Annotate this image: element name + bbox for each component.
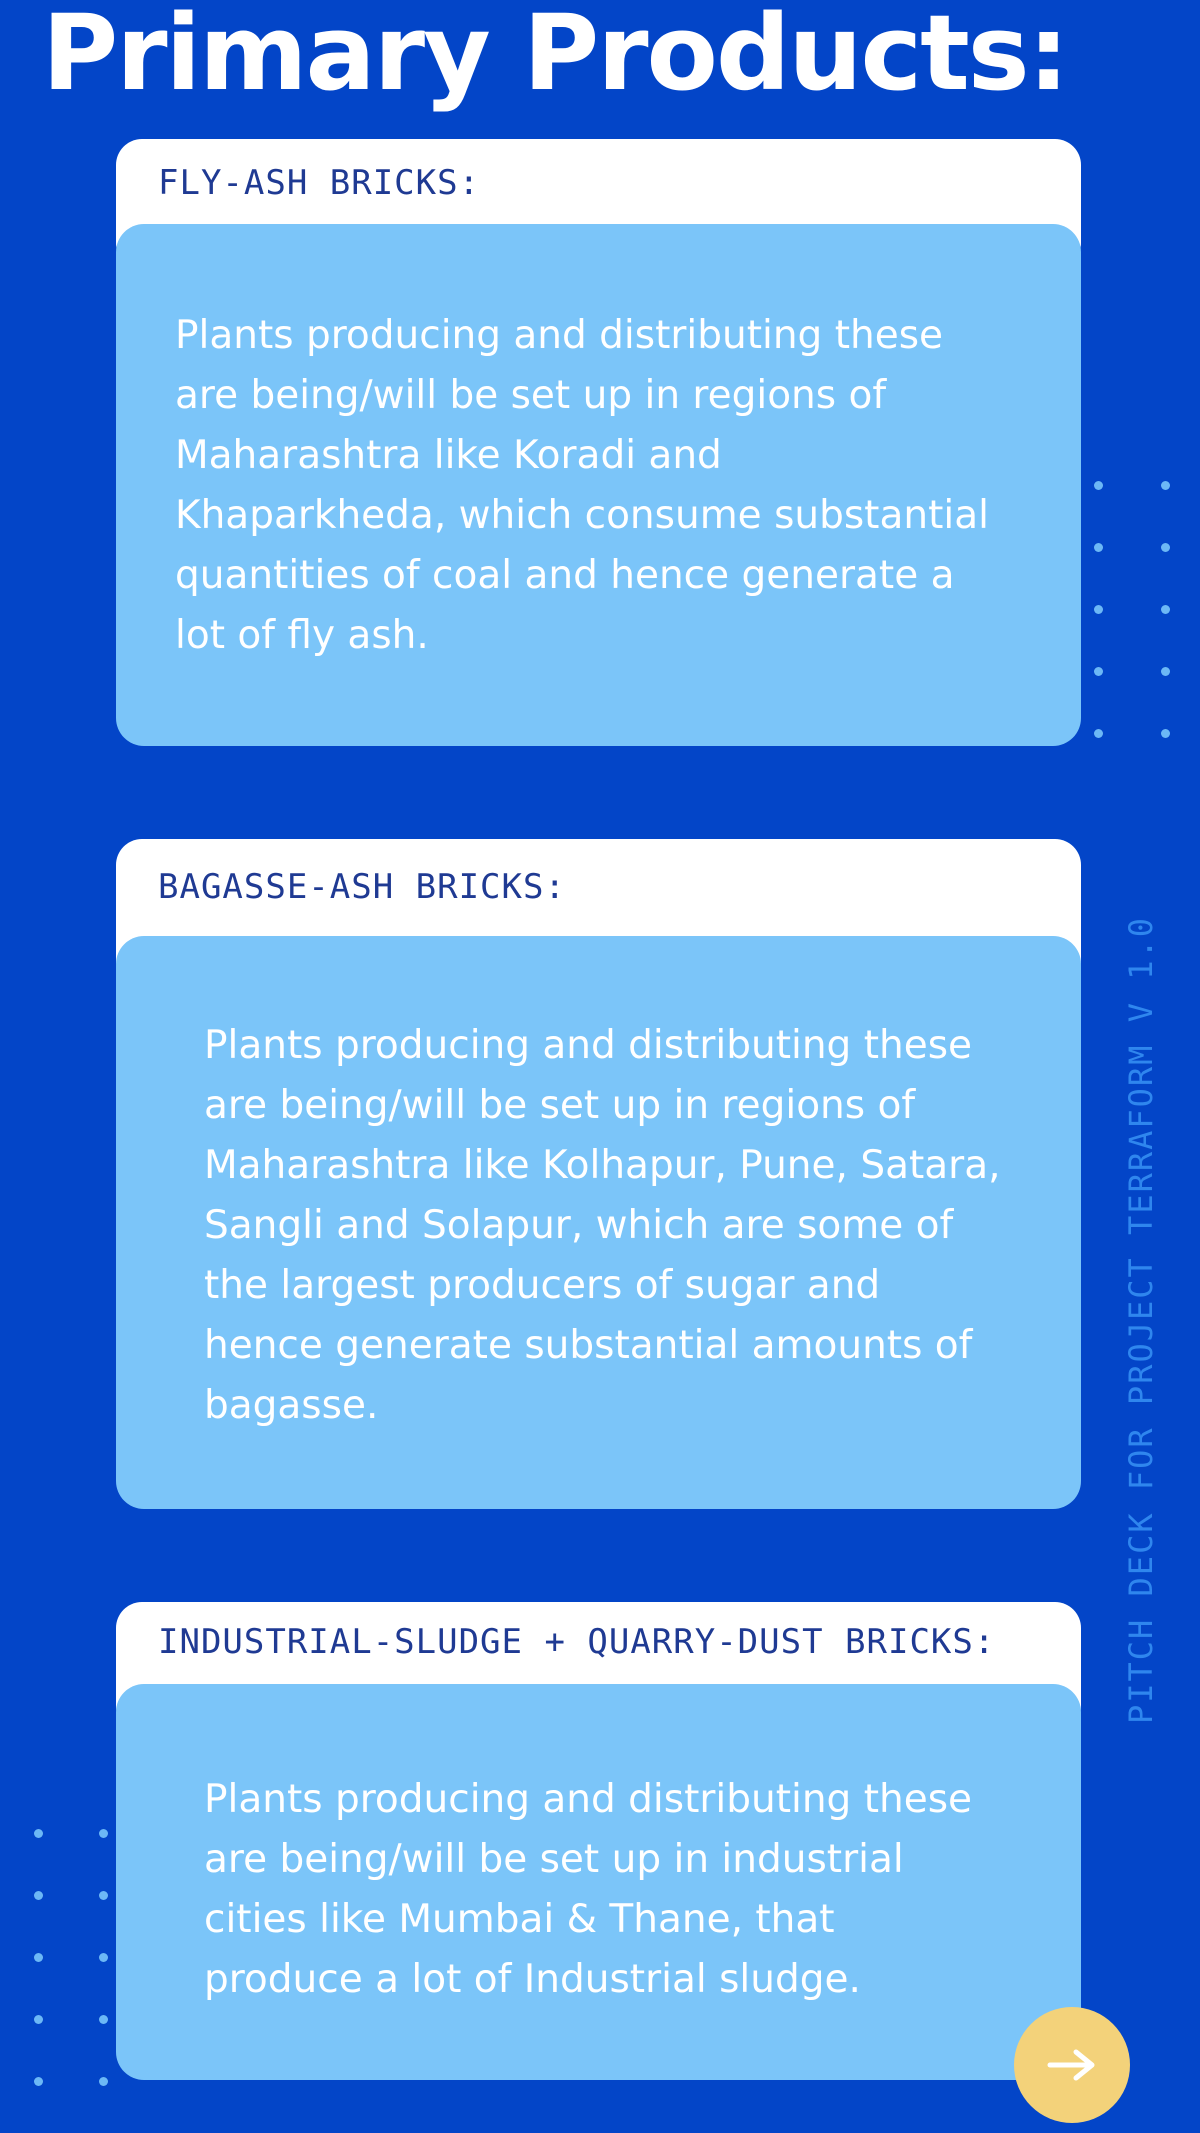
fly-ash-card (116, 139, 1081, 746)
dot (1094, 605, 1103, 614)
dot (99, 1891, 108, 1900)
card-description: Plants producing and distributing these are being/will be set up in regions of Maharashtra like Kolhapur, Pune, Satara, Sangli and Solapur, which are some of the largest producers of sugar and hence generate substantial amounts of bagasse. (204, 1023, 1001, 1428)
card-description: Plants producing and distributing these are being/will be set up in industrial cities like Mumbai & Thane, that produce a lot of Industrial sludge. (204, 1777, 973, 2002)
side-label: PITCH DECK FOR PROJECT TERRAFORM V 1.0 (1122, 915, 1160, 1725)
dot (1094, 729, 1103, 738)
card-body (116, 936, 1081, 1509)
dot-pattern-right (1094, 481, 1170, 738)
card-body (116, 1684, 1081, 2080)
dot (1161, 543, 1170, 552)
dot (99, 2015, 108, 2024)
next-button[interactable] (1014, 2007, 1130, 2123)
dot (99, 2077, 108, 2086)
page-title: Primary Products: (42, 0, 1068, 114)
dot (1094, 481, 1103, 490)
dot (1094, 667, 1103, 676)
card-body (116, 224, 1081, 746)
card-heading: BAGASSE-ASH BRICKS: (158, 867, 566, 907)
card-description: Plants producing and distributing these are being/will be set up in regions of Maharashtra like Koradi and Khaparkheda, which consume substantial quantities of coal and hence generate a lot of fly ash. (175, 313, 989, 658)
dot (34, 1953, 43, 1962)
dot (99, 1829, 108, 1838)
dot (34, 2077, 43, 2086)
industrial-sludge-card (116, 1602, 1081, 2080)
card-heading: FLY-ASH BRICKS: (158, 163, 481, 203)
arrow-right-icon (1046, 2047, 1098, 2083)
dot (99, 1953, 108, 1962)
bagasse-ash-card (116, 839, 1081, 1509)
dot (34, 1829, 43, 1838)
dot (34, 1891, 43, 1900)
dot (1161, 667, 1170, 676)
dot (1161, 729, 1170, 738)
dot (34, 2015, 43, 2024)
dot (1161, 605, 1170, 614)
dot (1094, 543, 1103, 552)
dot (1161, 481, 1170, 490)
dot-pattern-left (34, 1829, 108, 2086)
card-heading: INDUSTRIAL-SLUDGE + QUARRY-DUST BRICKS: (158, 1622, 996, 1662)
